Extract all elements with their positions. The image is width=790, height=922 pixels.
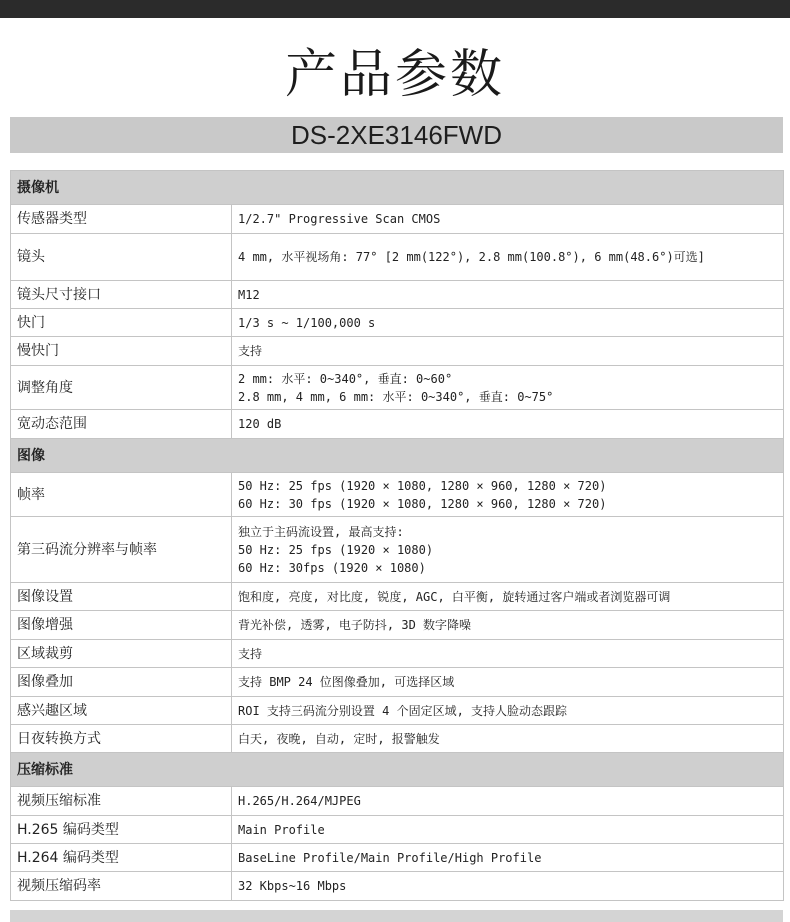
spec-key: 宽动态范围 <box>11 410 232 439</box>
spec-value-line: 50 Hz: 25 fps (1920 × 1080, 1280 × 960, 1280 × 720) <box>238 478 607 493</box>
table-row <box>11 234 784 281</box>
spec-value <box>232 473 784 517</box>
section-header-partial <box>10 910 783 922</box>
section-title: 图像 <box>11 439 784 473</box>
spec-key: 镜头尺寸接口 <box>11 281 232 309</box>
spec-key: 图像叠加 <box>11 668 232 697</box>
spec-key: 慢快门 <box>11 337 232 366</box>
spec-value-line: Main Profile <box>238 822 325 837</box>
spec-value <box>232 640 784 668</box>
spec-value-line: 120 dB <box>238 417 282 431</box>
spec-value-line: H.265/H.264/MJPEG <box>238 794 361 808</box>
spec-value-line: 支持 <box>238 646 263 661</box>
page-title: 产品参数 <box>284 45 505 105</box>
spec-key: 帧率 <box>11 473 232 517</box>
spec-value-line: 2 mm: 水平: 0~340°, 垂直: 0~60° <box>238 371 453 386</box>
spec-value-line: 60 Hz: 30fps (1920 × 1080) <box>238 560 426 575</box>
spec-value <box>232 697 784 725</box>
spec-value-line: 支持 <box>238 344 263 358</box>
spec-key: 第三码流分辨率与帧率 <box>11 517 232 583</box>
spec-key: H.265 编码类型 <box>11 816 232 844</box>
table-row <box>11 787 784 816</box>
spec-value <box>232 281 784 309</box>
spec-key: 感兴趣区域 <box>11 697 232 725</box>
table-row <box>11 725 784 753</box>
table-row <box>11 640 784 668</box>
spec-key: 镜头 <box>11 234 232 281</box>
table-row <box>11 281 784 309</box>
table-row <box>11 205 784 234</box>
spec-value-line: 32 Kbps~16 Mbps <box>238 879 347 893</box>
model-name: DS-2XE3146FWD <box>10 117 783 153</box>
spec-key: 图像增强 <box>11 611 232 640</box>
spec-value <box>232 668 784 697</box>
spec-value <box>232 611 784 640</box>
spec-key: 区域裁剪 <box>11 640 232 668</box>
spec-key: H.264 编码类型 <box>11 844 232 872</box>
spec-value <box>232 410 784 439</box>
section-title: 压缩标准 <box>11 753 784 787</box>
table-row <box>11 668 784 697</box>
spec-value-line: 1/2.7" Progressive Scan CMOS <box>238 212 441 226</box>
table-row <box>11 583 784 611</box>
table-row <box>11 816 784 844</box>
spec-value-line: BaseLine Profile/Main Profile/High Profile <box>238 850 542 865</box>
spec-value-line: 白天, 夜晚, 自动, 定时, 报警触发 <box>238 731 440 746</box>
spec-value <box>232 517 784 583</box>
spec-value-line: ROI 支持三码流分别设置 4 个固定区域, 支持人脸动态跟踪 <box>238 703 568 718</box>
spec-value <box>232 787 784 816</box>
spec-key: 调整角度 <box>11 366 232 410</box>
section-image <box>11 439 784 473</box>
section-title: 摄像机 <box>11 171 784 205</box>
table-row <box>11 309 784 337</box>
table-row <box>11 517 784 583</box>
table-row <box>11 410 784 439</box>
spec-key: 日夜转换方式 <box>11 725 232 753</box>
table-row <box>11 337 784 366</box>
spec-value-line: 50 Hz: 25 fps (1920 × 1080) <box>238 542 434 557</box>
spec-value-line: 支持 BMP 24 位图像叠加, 可选择区域 <box>238 675 455 689</box>
spec-value <box>232 725 784 753</box>
spec-value <box>232 234 784 281</box>
table-row <box>11 611 784 640</box>
spec-value-line: 4 mm, 水平视场角: 77° [2 mm(122°), 2.8 mm(100.8°), 6 mm(48.6°)可选] <box>238 250 705 264</box>
table-row <box>11 844 784 872</box>
spec-value-line: 1/3 s ~ 1/100,000 s <box>238 315 376 330</box>
table-row <box>11 366 784 410</box>
section-camera <box>11 171 784 205</box>
spec-key: 传感器类型 <box>11 205 232 234</box>
spec-key: 视频压缩标准 <box>11 787 232 816</box>
spec-key: 视频压缩码率 <box>11 872 232 901</box>
table-row <box>11 697 784 725</box>
spec-value <box>232 205 784 234</box>
spec-key: 快门 <box>11 309 232 337</box>
section-compression <box>11 753 784 787</box>
top-banner <box>0 0 790 18</box>
spec-table <box>10 170 784 901</box>
table-row <box>11 872 784 901</box>
spec-value-line: 背光补偿, 透雾, 电子防抖, 3D 数字降噪 <box>238 618 472 632</box>
spec-value <box>232 816 784 844</box>
spec-value <box>232 583 784 611</box>
spec-value <box>232 337 784 366</box>
spec-value <box>232 872 784 901</box>
spec-value-line: 60 Hz: 30 fps (1920 × 1080, 1280 × 960, 1280 × 720) <box>238 496 607 511</box>
spec-value <box>232 366 784 410</box>
spec-value-line: 饱和度, 亮度, 对比度, 锐度, AGC, 白平衡, 旋转通过客户端或者浏览器可调 <box>238 589 671 604</box>
spec-value-line: 2.8 mm, 4 mm, 6 mm: 水平: 0~340°, 垂直: 0~75° <box>238 389 554 404</box>
spec-value <box>232 309 784 337</box>
table-row <box>11 473 784 517</box>
spec-value-line: 独立于主码流设置, 最高支持: <box>238 524 404 539</box>
spec-value-line: M12 <box>238 287 260 302</box>
spec-value <box>232 844 784 872</box>
spec-key: 图像设置 <box>11 583 232 611</box>
